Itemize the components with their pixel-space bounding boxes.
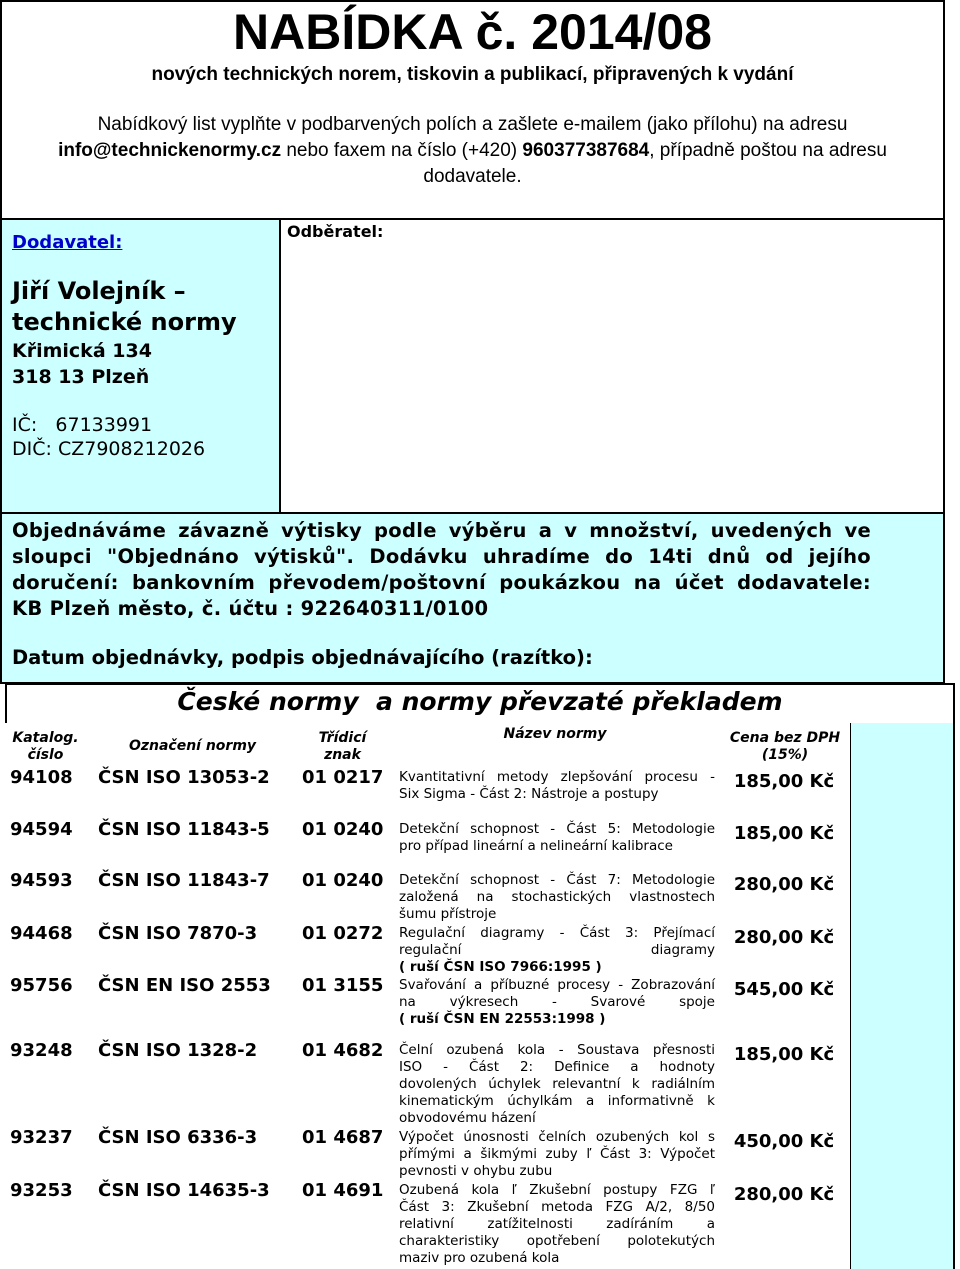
col-header-catalog: Katalog. číslo bbox=[12, 730, 79, 763]
standard-designation: ČSN ISO 7870-3 bbox=[98, 923, 258, 944]
standard-name-line: Svařování a příbuzné procesy - Zobrazování bbox=[399, 977, 715, 993]
standard-name-line: maziv pro ozubená kola bbox=[399, 1250, 560, 1266]
standard-name-line: Část 3: Zkušební metoda FZG A/2, 8/50 bbox=[399, 1199, 715, 1215]
standard-name-line: Detekční schopnost - Část 5: Metodologie bbox=[399, 821, 715, 837]
standard-name-line: dovolených úchylek relevantní k radiálním bbox=[399, 1076, 715, 1092]
instructions-end: , případně poštou na adresu dodavatele. bbox=[423, 140, 887, 187]
col-header-standard: Označení normy bbox=[128, 738, 257, 754]
standard-name-line: pevnosti v ohybu zubu bbox=[399, 1163, 553, 1179]
catalog-number: 93253 bbox=[10, 1180, 73, 1201]
contact-email[interactable]: info@technickenormy.cz bbox=[58, 140, 282, 161]
standard-name-line: relativní zatížitelnosti zadíráním a bbox=[399, 1216, 715, 1232]
order-statement: Objednáváme závazně výtisky podle výběru a v množství, uvedených ve sloupci "Objednáno výtisků". Dodávku uhradíme do 14ti dnů od jejího doručení: bankovním převodem/poštovní poukázkou na účet dodavatele: KB Plzeň město, č. účtu : 922640311/0100 bbox=[12, 519, 871, 620]
standard-designation: ČSN ISO 14635-3 bbox=[98, 1180, 270, 1201]
standard-name-line: Výpočet únosnosti čelních ozubených kol s bbox=[399, 1129, 715, 1145]
standard-designation: ČSN ISO 13053-2 bbox=[98, 767, 270, 788]
price: 280,00 Kč bbox=[733, 874, 835, 895]
standard-name bbox=[399, 821, 715, 855]
supplier-street: Křimická 134 bbox=[12, 340, 152, 362]
price: 280,00 Kč bbox=[733, 927, 835, 948]
standard-name bbox=[399, 925, 715, 976]
standard-name-line: regulační diagramy bbox=[399, 942, 715, 958]
standard-name-line: ( ruší ČSN EN 22553:1998 ) bbox=[399, 1011, 606, 1027]
standard-name-line: obvodovému házení bbox=[399, 1110, 536, 1126]
standard-name-line: Čelní ozubená kola - Soustava přesnosti bbox=[399, 1042, 715, 1058]
standard-name-line: přímými a šikmými zuby ľ Část 3: Výpočet bbox=[399, 1146, 715, 1162]
standard-name bbox=[399, 1042, 715, 1127]
supplier-ic: IČ: 67133991 bbox=[12, 414, 153, 436]
standard-name-line: založená na stochastických vlastnostech bbox=[399, 889, 715, 905]
standard-name-line: kinematickým úchylkám a informativně k bbox=[399, 1093, 715, 1109]
standard-name bbox=[399, 769, 715, 803]
order-date-label: Datum objednávky, podpis objednávajícího (razítko): bbox=[12, 646, 593, 669]
supplier-dic: DIČ: CZ7908212026 bbox=[12, 438, 206, 460]
supplier-name-line1: Jiří Volejník – bbox=[12, 277, 186, 305]
catalog-number: 93248 bbox=[10, 1040, 73, 1061]
standard-name-line: šumu přístroje bbox=[399, 906, 497, 922]
standard-designation: ČSN ISO 6336-3 bbox=[98, 1127, 258, 1148]
fax-number: 960377387684 bbox=[522, 140, 650, 161]
catalog-number: 94468 bbox=[10, 923, 73, 944]
page-title: NABÍDKA č. 2014/08 bbox=[233, 4, 712, 60]
supplier-name-line2: technické normy bbox=[12, 308, 237, 336]
instructions bbox=[22, 112, 923, 190]
standard-name-line: ( ruší ČSN ISO 7966:1995 ) bbox=[399, 959, 602, 975]
standard-name bbox=[399, 1182, 715, 1267]
supplier-label: Dodavatel: bbox=[12, 232, 123, 253]
price: 450,00 Kč bbox=[733, 1131, 835, 1152]
catalog-number: 94594 bbox=[10, 819, 73, 840]
standard-name-line: Detekční schopnost - Část 7: Metodologie bbox=[399, 872, 715, 888]
standard-name-line: na výkresech - Svarové spoje bbox=[399, 994, 715, 1010]
classification-code: 01 0217 bbox=[302, 767, 384, 788]
price: 280,00 Kč bbox=[733, 1184, 835, 1205]
supplier-box bbox=[0, 218, 280, 514]
price: 185,00 Kč bbox=[733, 823, 835, 844]
price: 185,00 Kč bbox=[733, 771, 835, 792]
catalog-number: 95756 bbox=[10, 975, 73, 996]
instructions-mid: nebo faxem na číslo (+420) bbox=[281, 140, 523, 161]
standard-designation: ČSN ISO 1328-2 bbox=[98, 1040, 258, 1061]
price: 545,00 Kč bbox=[733, 979, 835, 1000]
catalog-number: 94593 bbox=[10, 870, 73, 891]
supplier-ids bbox=[12, 413, 205, 461]
ordered-copies-column[interactable] bbox=[850, 723, 955, 1269]
offer-header bbox=[0, 0, 945, 218]
catalog-number: 93237 bbox=[10, 1127, 73, 1148]
standard-designation: ČSN ISO 11843-5 bbox=[98, 819, 270, 840]
standard-name-line: Regulační diagramy - Část 3: Přejímací bbox=[399, 925, 715, 941]
standard-name-line: charakteristiky opotřebení polotekutých bbox=[399, 1233, 715, 1249]
classification-code: 01 0240 bbox=[302, 819, 384, 840]
standard-name-line: Six Sigma - Část 2: Nástroje a postupy bbox=[399, 786, 659, 802]
standard-name-line: Ozubená kola ľ Zkušební postupy FZG ľ bbox=[399, 1182, 715, 1198]
order-box[interactable] bbox=[0, 514, 945, 684]
col-header-name: Název normy bbox=[503, 726, 607, 742]
page-subtitle: nových technických norem, tiskovin a publikací, připravených k vydání bbox=[151, 64, 794, 85]
section-title: České normy a normy převzaté překladem bbox=[177, 687, 783, 716]
classification-code: 01 0272 bbox=[302, 923, 384, 944]
classification-code: 01 3155 bbox=[302, 975, 384, 996]
classification-code: 01 4691 bbox=[302, 1180, 384, 1201]
price: 185,00 Kč bbox=[733, 1044, 835, 1065]
customer-label: Odběratel: bbox=[287, 222, 384, 241]
standard-name bbox=[399, 1129, 715, 1180]
classification-code: 01 0240 bbox=[302, 870, 384, 891]
standard-name-line: Kvantitativní metody zlepšování procesu - bbox=[399, 769, 715, 785]
supplier-address bbox=[12, 338, 152, 390]
classification-code: 01 4682 bbox=[302, 1040, 384, 1061]
customer-box[interactable] bbox=[280, 218, 945, 514]
standard-name-line: ISO - Část 2: Definice a hodnoty bbox=[399, 1059, 715, 1075]
classification-code: 01 4687 bbox=[302, 1127, 384, 1148]
section-header bbox=[5, 683, 955, 723]
standard-designation: ČSN EN ISO 2553 bbox=[98, 975, 271, 996]
col-header-class: Třídicí znak bbox=[318, 730, 367, 763]
col-header-price: Cena bez DPH (15%) bbox=[729, 730, 841, 763]
standard-name bbox=[399, 872, 715, 923]
catalog-number: 94108 bbox=[10, 767, 73, 788]
supplier-name bbox=[12, 276, 237, 338]
instructions-line1: Nabídkový list vyplňte v podbarvených polích a zašlete e-mailem (jako přílohu) na adresu bbox=[97, 114, 848, 135]
standard-designation: ČSN ISO 11843-7 bbox=[98, 870, 270, 891]
standard-name-line: pro případ lineární a nelineární kalibrace bbox=[399, 838, 673, 854]
standard-name bbox=[399, 977, 715, 1028]
supplier-city: 318 13 Plzeň bbox=[12, 366, 150, 388]
